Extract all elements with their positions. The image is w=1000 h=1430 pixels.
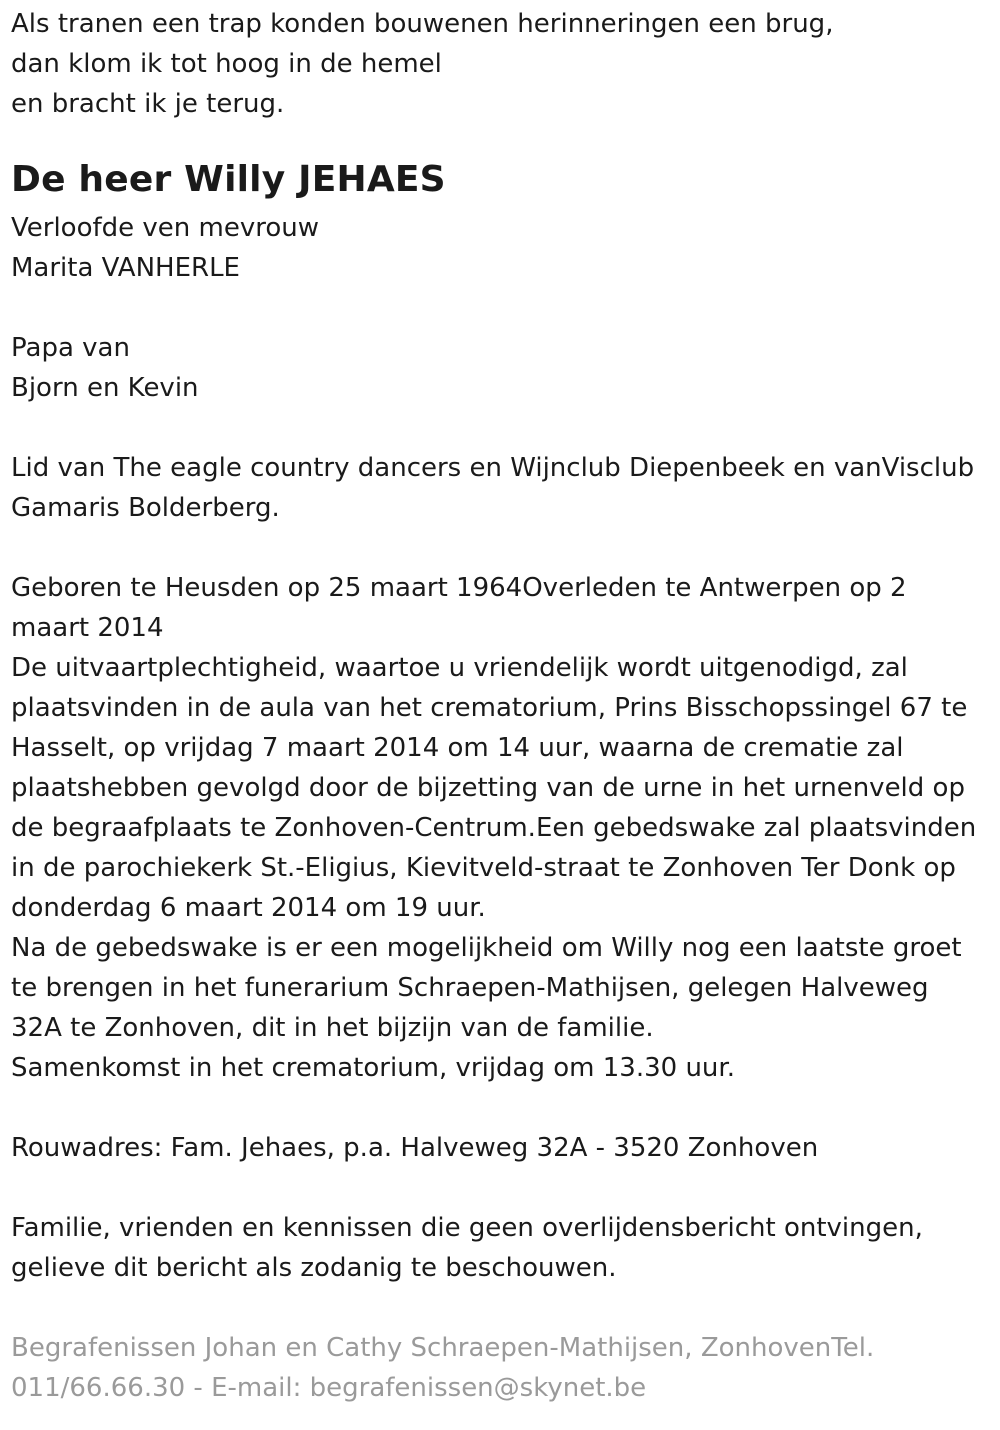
details-line: de begraafplaats te Zonhoven-Centrum.Een gebedswake zal plaatsvinden <box>11 813 977 843</box>
details-line: plaatshebben gevolgd door de bijzetting van de urne in het urnenveld op <box>11 773 965 803</box>
notice-line: gelieve dit bericht als zodanig te beschouwen. <box>11 1253 617 1283</box>
notice-line: Familie, vrienden en kennissen die geen overlijdensbericht ontvingen, <box>11 1213 923 1243</box>
children-line: Bjorn en Kevin <box>11 373 199 403</box>
details-line: De uitvaartplechtigheid, waartoe u vriendelijk wordt uitgenodigd, zal <box>11 653 908 683</box>
spacer <box>11 528 991 568</box>
poem-line: Als tranen een trap konden bouwenen herinneringen een brug, <box>11 9 834 39</box>
partner-line: Marita VANHERLE <box>11 253 240 283</box>
details-line: plaatsvinden in de aula van het crematorium, Prins Bisschopssingel 67 te <box>11 693 968 723</box>
details-line: Hasselt, op vrijdag 7 maart 2014 om 14 uur, waarna de crematie zal <box>11 733 904 763</box>
poem-verse <box>11 4 991 124</box>
partner-line: Verloofde ven mevrouw <box>11 213 320 243</box>
details-line: maart 2014 <box>11 613 164 643</box>
spacer <box>11 288 991 328</box>
children-line: Papa van <box>11 333 130 363</box>
poem-line: en bracht ik je terug. <box>11 89 285 119</box>
spacer <box>11 408 991 448</box>
partner-section <box>11 208 991 288</box>
membership-section <box>11 448 991 528</box>
funeral-details <box>11 568 991 1088</box>
mourning-address: Rouwadres: Fam. Jehaes, p.a. Halveweg 32A - 3520 Zonhoven <box>11 1133 819 1163</box>
details-line: 32A te Zonhoven, dit in het bijzijn van de familie. <box>11 1013 654 1043</box>
details-line: Na de gebedswake is er een mogelijkheid om Willy nog een laatste groet <box>11 933 962 963</box>
footer-line: Begrafenissen Johan en Cathy Schraepen-Mathijsen, ZonhovenTel. <box>11 1333 875 1363</box>
spacer <box>11 1288 991 1328</box>
details-line: Samenkomst in het crematorium, vrijdag om 13.30 uur. <box>11 1053 735 1083</box>
details-line: Geboren te Heusden op 25 maart 1964Overleden te Antwerpen op 2 <box>11 573 907 603</box>
membership-line: Gamaris Bolderberg. <box>11 493 280 523</box>
children-section <box>11 328 991 408</box>
details-line: te brengen in het funerarium Schraepen-Mathijsen, gelegen Halveweg <box>11 973 929 1003</box>
details-line: in de parochiekerk St.-Eligius, Kievitveld-straat te Zonhoven Ter Donk op <box>11 853 956 883</box>
footer-line: 011/66.66.30 - E-mail: begrafenissen@skynet.be <box>11 1373 647 1403</box>
membership-line: Lid van The eagle country dancers en Wijnclub Diepenbeek en vanVisclub <box>11 453 975 483</box>
funeral-home-footer <box>11 1328 991 1408</box>
poem-line: dan klom ik tot hoog in de hemel <box>11 49 442 79</box>
obituary-notice <box>11 4 991 1408</box>
spacer <box>11 1168 991 1208</box>
spacer <box>11 1088 991 1128</box>
notice-section <box>11 1208 991 1288</box>
deceased-name: De heer Willy JEHAES <box>11 159 446 200</box>
details-line: donderdag 6 maart 2014 om 19 uur. <box>11 893 486 923</box>
